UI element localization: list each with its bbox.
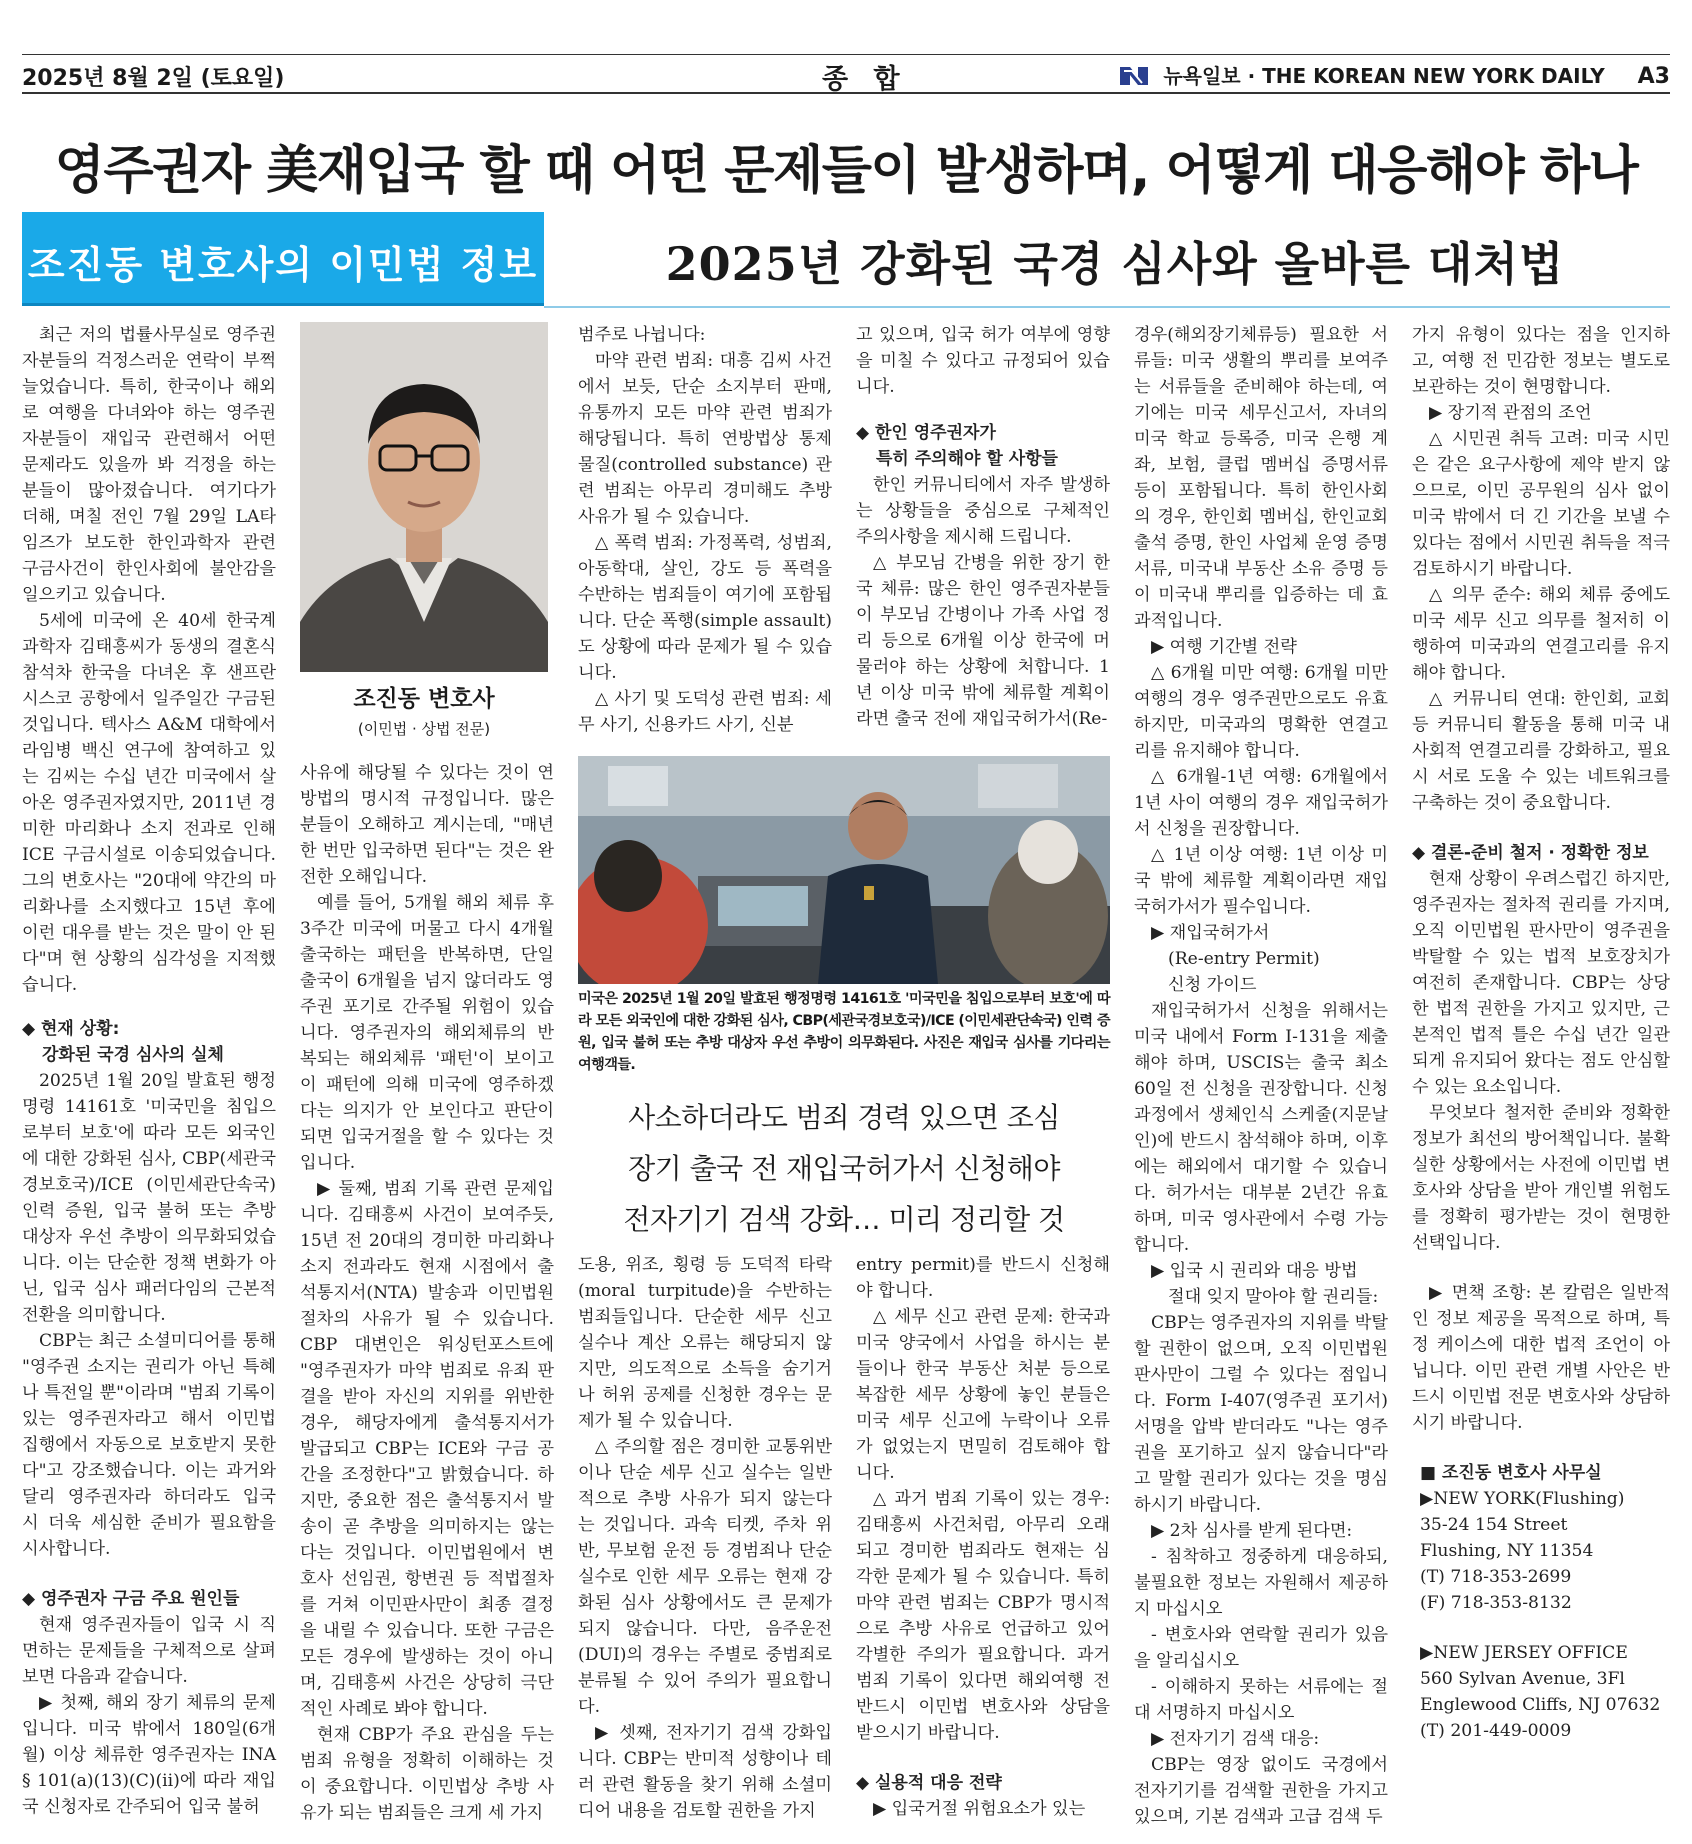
office-location-label: ▶NEW JERSEY OFFICE [1420,1643,1628,1663]
paragraph: 가지 유형이 있다는 점을 인지하고, 여행 전 민감한 정보는 별도로 보관하는 것이 현명합니다. [1412,325,1670,397]
paragraph: ▶ 재입국허가서 [1151,923,1270,943]
paragraph: ▶ 여행 기간별 전략 [1151,637,1297,657]
paragraph: △ 시민권 취득 고려: 미국 시민은 같은 요구사항에 제약 받지 않으므로, 이민 공무원의 심사 없이 미국 밖에서 더 긴 기간을 보낼 수 있다는 점에서 시민권 취득을 적극 검토하시기 바랍니다. [1412,429,1670,579]
paragraph: 현재 CBP가 주요 관심을 두는 범죄 유형을 정확히 이해하는 것이 중요합니다. 이민법상 추방 사유가 되는 범죄들은 크게 세 가지 [300,1725,554,1823]
paragraph: 예를 들어, 5개월 해외 체류 후 3주간 미국에 머물고 다시 4개월 출국하는 패턴을 반복하면, 단일 출국이 6개월을 넘지 않더라도 영주권 포기로 간주될 위험이 있습니다. 영주권자의 해외체류의 반복되는 해외체류 '패턴'이 보이고 이 패턴에 의해 미국에 영주하겠다는 의지가 안 보인다고 판단이 되면 입국거절을 할 수 있다는 것입니다. [300,893,554,1173]
paragraph: ▶ 셋째, 전자기기 검색 강화입니다. CBP는 반미적 성향이나 테러 관련 활동을 찾기 위해 소셜미디어 내용을 검토할 권한을 가지 [578,1723,832,1821]
paragraph: (Re-entry Permit) [1168,949,1320,969]
paragraph: entry permit)를 반드시 신청해야 합니다. [856,1255,1110,1301]
paragraph: ▶ 입국 시 권리와 대응 방법 [1151,1261,1358,1281]
office-phone: (T) 718-353-2699 [1420,1567,1572,1587]
paragraph: 신청 가이드 [1168,975,1257,995]
text-column-3-continued [578,1252,832,1824]
section-title: 종 합 [822,64,908,95]
paragraph: CBP는 최근 소셜미디어를 통해 "영주권 소지는 권리가 아닌 특혜나 특전일 뿐"이라며 "범죄 기록이 있는 영주권자라고 해서 이민법 집행에서 자동으로 보호받지 못한다"고 강조했습니다. 이는 과거와 달리 영주권자라 하더라도 입국 시 더욱 세심한 준비가 필요함을 시사합니다. [22,1331,276,1559]
paragraph: ▶ 둘째, 범죄 기록 관련 문제입니다. 김태흥씨 사건이 보여주듯, 15년 전 20대의 경미한 마리화나 소지 전과라도 현재 시점에서 출석통지서(NTA) 발송과 이민법원 절차의 사유가 될 수 있습니다. CBP 대변인은 워싱턴포스트에 "영주권자가 마약 범죄로 유죄 판결을 받아 자신의 지위를 위반한 경우, 해당자에게 출석통지서가 발급되고 CBP는 ICE와 구금 공간을 조정한다"고 밝혔습니다. 하지만, 중요한 점은 출석통지서 발송이 곧 추방을 의미하지는 않는다는 것입니다. 이민법원에서 변호사 선임권, 항변권 등 적법절차를 거쳐 이민판사만이 최종 결정을 내릴 수 있습니다. 또한 구금은 모든 경우에 발생하는 것이 아니며, 김태흥씨 사건은 상당히 극단적인 사례로 봐야 합니다. [300,1179,554,1719]
section-heading: ◆ 실용적 대응 전략 [856,1773,1002,1793]
pull-quote-line: 전자기기 검색 강화… 미리 정리할 것 [623,1203,1065,1236]
office-address: 35-24 154 Street [1420,1515,1568,1535]
column-name: 조진동 변호사의 이민법 정보 [27,242,539,287]
column-title-box [22,212,544,306]
text-column-4 [856,322,1110,732]
author-portrait-image [300,322,548,672]
paragraph: △ 폭력 범죄: 가정폭력, 성범죄, 아동학대, 살인, 강도 등 폭력을 수반하는 범죄들이 여기에 포함됩니다. 단순 폭행(simple assault)도 상황에 따라 문제가 될 수 있습니다. [578,533,832,683]
text-column-5 [1134,322,1388,1830]
article-photo [578,756,1110,984]
paragraph: - 이해하지 못하는 서류에는 절대 서명하지 마십시오 [1134,1677,1388,1723]
paragraph: △ 과거 범죄 기록이 있는 경우: 김태흥씨 사건처럼, 아무리 오래되고 경미한 범죄라도 현재는 심각한 문제가 될 수 있습니다. 특히 마약 관련 범죄는 CBP가 명시적으로 추방 사유로 언급하고 있어 각별한 주의가 필요합니다. 과거 범죄 기록이 있다면 해외여행 전 반드시 이민법 변호사와 상담을 받으시기 바랍니다. [856,1489,1110,1743]
author-photo [300,322,548,672]
paragraph: 무엇보다 철저한 준비와 정확한 정보가 최선의 방어책입니다. 불확실한 상황에서는 사전에 이민법 변호사와 상담을 받아 개인별 위험도를 정확히 평가받는 것이 현명한 선택입니다. [1412,1103,1670,1253]
paragraph: 5세에 미국에 온 40세 한국계 과학자 김태흥씨가 동생의 결혼식 참석차 한국을 다녀온 후 샌프란시스코 공항에서 일주일간 구금된 것입니다. 텍사스 A&M 대학에서 라임병 백신 연구에 참여하고 있는 김씨는 수십 년간 미국에서 살아온 영주권자였지만, 2011년 경미한 마리화나 소지 전과로 인해 ICE 구금시설로 이송되었습니다. 그의 변호사는 "20대에 약간의 마리화나를 소지했다고 15년 후에 이런 대우를 받는 것은 말이 안 된다"며 현 상황의 심각성을 지적했습니다. [22,611,276,995]
section-heading: ◆ 결론-준비 철저 · 정확한 정보 [1412,843,1649,863]
newspaper-logo-icon [1118,63,1152,89]
office-address: 560 Sylvan Avenue, 3Fl [1420,1669,1625,1689]
office-title: ■ 조진동 변호사 사무실 [1420,1463,1602,1483]
paragraph: △ 의무 준수: 해외 체류 중에도 미국 세무 신고 의무를 철저히 이행하여 미국과의 연결고리를 유지해야 합니다. [1412,585,1670,683]
page-header [22,54,1670,94]
office-address: Flushing, NY 11354 [1420,1541,1594,1561]
masthead-name: 뉴욕일보 · THE KOREAN NEW YORK DAILY [1163,64,1605,88]
paragraph: △ 사기 및 도덕성 관련 범죄: 세무 사기, 신용카드 사기, 신분 [578,689,832,735]
paragraph: △ 6개월 미만 여행: 6개월 미만 여행의 경우 영주권만으로도 유효하지만, 미국과의 명확한 연결고리를 유지해야 합니다. [1134,663,1388,761]
paragraph: ▶ 2차 심사를 받게 된다면: [1151,1521,1353,1541]
text-column-4-continued [856,1252,1110,1822]
paragraph: △ 세무 신고 관련 문제: 한국과 미국 양국에서 사업을 하시는 분들이나 한국 부동산 처분 등으로 복잡한 세무 상황에 놓인 분들은 미국 세무 신고에 누락이나 오류가 없었는지 면밀히 검토해야 합니다. [856,1307,1110,1483]
author-name: 조진동 변호사 [353,686,495,712]
paragraph: 최근 저의 법률사무실로 영주권자분들의 걱정스러운 연락이 부쩍 늘었습니다. 특히, 한국이나 해외로 여행을 다녀와야 하는 영주권자분들이 재입국 관련해서 어떤 문제라도 있을까 봐 걱정을 하는 분들이 많아졌습니다. 여기다가 더해, 며칠 전인 7월 29일 LA타임즈가 보도한 한인과학자 관련 구금사건이 한인사회에 불안감을 일으키고 있습니다. [22,325,276,605]
paragraph: CBP는 영장 없이도 국경에서 전자기기를 검색할 권한을 가지고 있으며, 기본 검색과 고급 검색 두 [1134,1755,1388,1827]
paragraph: 사유에 해당될 수 있다는 것이 연방법의 명시적 규정입니다. 많은 분들이 오해하고 계시는데, "매년 한 번만 입국하면 된다"는 것은 완전한 오해입니다. [300,763,554,887]
photo-caption: 미국은 2025년 1월 20일 발효된 행정명령 14161호 '미국민을 침입으로부터 보호'에 따라 모든 외국인에 대한 강화된 심사, CBP(세관국경보호국)/ICE (이민세관단속국) 인력 증원, 입국 불허 또는 추방 대상자 우선 추방이 의무화된다. 사진은 재입국 심사를 기다리는 여행객들. [578,991,1110,1073]
pull-quote-line: 사소하더라도 범죄 경력 있으면 조심 [628,1101,1060,1134]
masthead [1118,60,1670,89]
section-heading: ◆ 현재 상황: [22,1019,120,1039]
section-heading: 강화된 국경 심사의 실체 [42,1045,224,1065]
paragraph: CBP는 영주권자의 지위를 박탈할 권한이 없으며, 오직 이민법원 판사만이 그럴 수 있다는 점입니다. Form I-407(영주권 포기서) 서명을 압박 받더라도 "나는 영주권을 포기하고 싶지 않습니다"라고 말할 권리가 있다는 것을 명심하시기 바랍니다. [1134,1313,1388,1515]
section-heading: 특히 주의해야 할 사항들 [876,449,1058,469]
paragraph: △ 주의할 점은 경미한 교통위반이나 단순 세무 신고 실수는 일반적으로 추방 사유가 되지 않는다는 것입니다. 과속 티켓, 주차 위반, 무보험 운전 등 경범죄나 단순 실수로 인한 세무 오류는 현재 강화된 심사 상황에서도 큰 문제가 되지 않습니다. 다만, 음주운전(DUI)의 경우는 주별로 중범죄로 분류될 수 있어 주의가 필요합니다. [578,1437,832,1717]
paragraph: ▶ 입국거절 위험요소가 있는 [873,1799,1086,1819]
paragraph: 범주로 나뉩니다: [578,325,706,345]
text-column-2 [300,760,554,1826]
paragraph: 현재 상황이 우려스럽긴 하지만, 영주권자는 절차적 권리를 가지며, 오직 이민법원 판사만이 영주권을 박탈할 수 있는 법적 보호장치가 여전히 존재합니다. CBP는 상당한 법적 권한을 가지고 있지만, 근본적인 법적 틀은 수십 년간 일관되게 유지되어 왔다는 점도 안심할 수 있는 요소입니다. [1412,869,1670,1097]
text-column-6 [1412,322,1670,1744]
section-heading: ◆ 한인 영주권자가 [856,423,996,443]
paragraph: 도용, 위조, 횡령 등 도덕적 타락(moral turpitude)을 수반하는 범죄들입니다. 단순한 세무 신고 실수나 계산 오류는 해당되지 않지만, 의도적으로 소득을 숨기거나 허위 공제를 신청한 경우는 문제가 될 수 있습니다. [578,1255,832,1431]
section-heading: ◆ 영주권자 구금 주요 원인들 [22,1589,240,1609]
paragraph: 고 있으며, 입국 허가 여부에 영향을 미칠 수 있다고 규정되어 있습니다. [856,325,1110,397]
page-number: A3 [1637,64,1670,89]
disclaimer: ▶ 면책 조항: 본 칼럼은 일반적인 정보 제공을 목적으로 하며, 특정 케이스에 대한 법적 조언이 아닙니다. 이민 관련 개별 사안은 반드시 이민법 전문 변호사와 상담하시기 바랍니다. [1412,1283,1670,1433]
paragraph: 한인 커뮤니티에서 자주 발생하는 상황들을 중심으로 구체적인 주의사항을 제시해 드립니다. [856,475,1110,547]
office-phone: (T) 201-449-0009 [1420,1721,1572,1741]
office-fax: (F) 718-353-8132 [1420,1593,1572,1613]
author-specialty: (이민법 · 상법 전문) [357,720,491,738]
subtitle-divider [544,306,1670,308]
paragraph: 재입국허가서 신청을 위해서는 미국 내에서 Form I-131을 제출해야 하며, USCIS는 출국 최소 60일 전 신청을 권장합니다. 신청 과정에서 생체인식 스케줄(지문날인)에 반드시 참석해야 하며, 이후에는 해외에서 대기할 수 있습니다. 허가서는 대부분 2년간 유효하며, 미국 영사관에서 수령 가능합니다. [1134,1001,1388,1255]
paragraph: 경우(해외장기체류등) 필요한 서류들: 미국 생활의 뿌리를 보여주는 서류들을 준비해야 하는데, 여기에는 미국 세무신고서, 자녀의 미국 학교 등록증, 미국 은행 계좌, 보험, 클럽 멤버십 증명서류 등이 포함됩니다. 특히 한인사회의 경우, 한인회 멤버십, 한인교회 출석 증명, 한인 사업체 운영 증명 서류, 미국내 부동산 소유 증명 등이 미국내 뿌리를 입증하는 데 효과적입니다. [1134,325,1388,631]
paragraph: △ 6개월-1년 여행: 6개월에서 1년 사이 여행의 경우 재입국허가서 신청을 권장합니다. [1134,767,1388,839]
paragraph: ▶ 장기적 관점의 조언 [1429,403,1592,423]
headline: 영주권자 美재입국 할 때 어떤 문제들이 발생하며, 어떻게 대응해야 하나 [54,141,1638,201]
paragraph: - 변호사와 연락할 권리가 있음을 알리십시오 [1134,1625,1388,1671]
pull-quote-line: 장기 출국 전 재입국허가서 신청해야 [628,1152,1060,1185]
paragraph: ▶ 전자기기 검색 대응: [1151,1729,1320,1749]
paragraph: △ 1년 이상 여행: 1년 이상 미국 밖에 체류할 계획이라면 재입국허가서가 필수입니다. [1134,845,1388,917]
paragraph: 절대 잊지 말아야 할 권리들: [1168,1287,1379,1307]
office-location-label: ▶NEW YORK(Flushing) [1420,1489,1625,1509]
article-subtitle: 2025년 강화된 국경 심사와 올바른 대처법 [665,237,1565,291]
text-column-3 [578,322,832,738]
text-column-1 [22,322,276,1820]
paragraph: △ 커뮤니티 연대: 한인회, 교회 등 커뮤니티 활동을 통해 미국 내 사회적 연결고리를 강화하고, 필요시 서로 도울 수 있는 네트워크를 구축하는 것이 중요합니다. [1412,689,1670,813]
paragraph: 2025년 1월 20일 발효된 행정명령 14161호 '미국민을 침입으로부터 보호'에 따라 모든 외국인에 대한 강화된 심사, CBP(세관국경보호국)/ICE (이민세관단속국) 인력 증원, 입국 불허 또는 추방 대상자 우선 추방이 의무화되었습니다. 이는 단순한 정책 변화가 아닌, 입국 심사 패러다임의 근본적 전환을 의미합니다. [22,1071,277,1325]
paragraph: 현재 영주권자들이 입국 시 직면하는 문제들을 구체적으로 살펴보면 다음과 같습니다. [22,1615,276,1687]
border-checkpoint-image [578,756,1110,984]
paragraph: - 침착하고 정중하게 대응하되, 불필요한 정보는 자원해서 제공하지 마십시오 [1134,1547,1388,1619]
pull-quote [578,1092,1110,1245]
paragraph: ▶ 첫째, 해외 장기 체류의 문제입니다. 미국 밖에서 180일(6개월) 이상 체류한 영주권자는 INA § 101(a)(13)(C)(ii)에 따라 재입국 신청자로 간주되어 입국 불허 [22,1693,276,1817]
paragraph: △ 부모님 간병을 위한 장기 한국 체류: 많은 한인 영주권자분들이 부모님 간병이나 가족 사업 정리 등으로 6개월 이상 한국에 머물러야 하는 상황에 처합니다. 1년 이상 미국 밖에 체류할 계획이라면 출국 전에 재입국허가서(Re- [856,553,1110,729]
issue-date: 2025년 8월 2일 (토요일) [22,66,285,91]
paragraph: 마약 관련 범죄: 대흥 김씨 사건에서 보듯, 단순 소지부터 판매, 유통까지 모든 마약 관련 범죄가 해당됩니다. 특히 연방법상 통제물질(controlled substance) 관련 범죄는 아무리 경미해도 추방 사유가 될 수 있습니다. [578,351,832,527]
office-address: Englewood Cliffs, NJ 07632 [1420,1695,1661,1715]
